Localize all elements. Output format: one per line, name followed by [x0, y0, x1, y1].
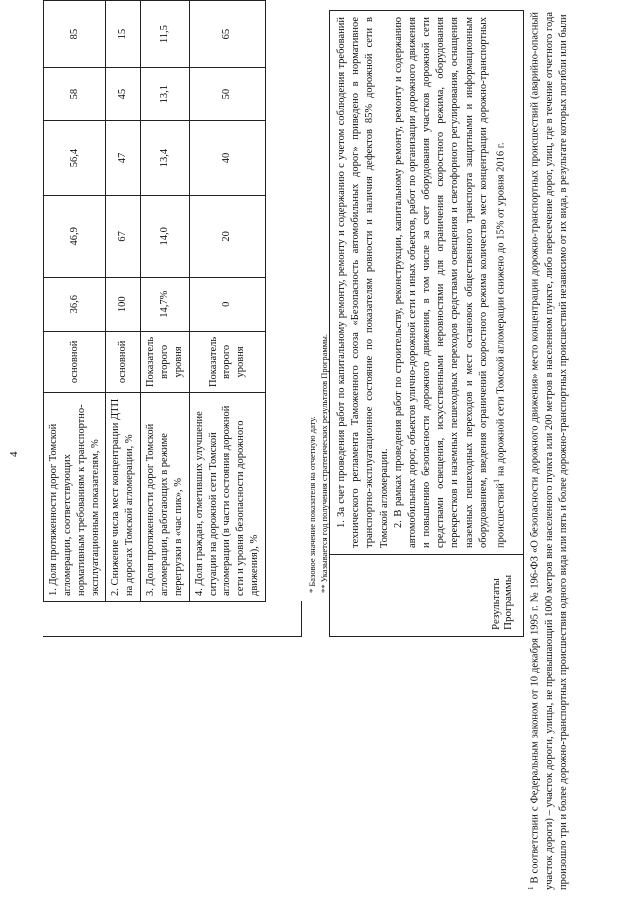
- footnote-text: В соответствии с Федеральным законом от 10 декабря 1995 г. № 196-ФЗ «О безопасности дорожного движения» место концентрации дорожно-транспортных происшествий (аварийно-опасный участок дороги) – участок дороги, улицы, не превышающий 1000 метров вне населенного пункта или 200 метров в населенном пункте, либо пересечение дорог, улиц, где в течение отчетного года произошло три и более дорожно-транспортных происшествия одного вида или пять и более дорожно-транспортных происшествий независимо от их вида, в результате которых погибли или были: [529, 11, 569, 890]
- indicator-value: 50: [189, 68, 265, 121]
- results-text: [330, 11, 523, 554]
- results-paragraph-2-text: 2. В рамках проведения работ по строительству, реконструкции, капитальному ремонту, ремонту и содержанию автомобильных дорог, объектов улично-дорожной сети и иных объектов, работ по организации дорожного движения и повышению безопасности дорожного движения, в том числе за счет оборудования участков дорожной сети средствами освещения, искусственными неровностями для ограничения скоростного режима, оборудования перекрестков и наземных пешеходных переходов средствами освещения и светофорного регулирования, оснащения наземных пешеходных переходов и мест остановок общественного транспорта защитными и информационным оборудованием, введения ограничений скоростного режима количество мест концентрации дорожно-транспортных происшествий: [392, 17, 507, 548]
- indicator-value: 14,7%: [141, 277, 190, 331]
- note-result-year: ** Указывается год получения стратегических результатов Программы.: [318, 334, 329, 593]
- indicator-value: 13,1: [141, 68, 190, 121]
- table-row: [106, 1, 141, 602]
- footnote-mark: 1: [527, 886, 535, 890]
- indicator-value: 65: [189, 1, 265, 68]
- results-label: Результаты Программы: [330, 554, 523, 636]
- indicator-value: 20: [189, 195, 265, 277]
- indicator-type: основной: [44, 331, 106, 392]
- program-results-section: [329, 10, 524, 637]
- results-paragraph-2: [392, 17, 509, 548]
- indicator-value: 56,4: [44, 121, 106, 196]
- page-number: 4: [8, 451, 20, 457]
- indicator-value: 36,6: [44, 277, 106, 331]
- indicator-value: 15: [106, 1, 141, 68]
- table-notes: [307, 334, 331, 593]
- indicator-value: 13,4: [141, 121, 190, 196]
- indicator-value: 14,0: [141, 195, 190, 277]
- indicator-type: Показатель второго уровня: [189, 331, 265, 392]
- footnote-ref: 1: [490, 478, 501, 484]
- indicator-value: 67: [106, 195, 141, 277]
- table-row: [141, 1, 190, 602]
- table-row: [189, 1, 265, 602]
- indicator-value: 47: [106, 121, 141, 196]
- note-base-value: * Базовое значение показателя на отчетную дату.: [307, 416, 317, 593]
- indicator-value: 46,9: [44, 195, 106, 277]
- indicator-value: 0: [189, 277, 265, 331]
- footnote: [527, 12, 571, 890]
- results-paragraph-2-end: на дорожной сети Томской агломерации снижено до 15% от уровня 2016 г.: [495, 142, 507, 479]
- indicator-name: 4. Доля граждан, отметивших улучшение ситуации на дорожной сети Томской агломерации (в части состояния дорожной сети и уровня безопасности дорожного движения), %: [189, 393, 265, 602]
- indicator-name: 2. Снижение числа мест концентрации ДТП на дорогах Томской агломерации, %: [106, 393, 141, 602]
- indicator-type: основной: [106, 331, 141, 392]
- indicators-table: [43, 0, 266, 602]
- indicator-value: 100: [106, 277, 141, 331]
- results-paragraph-1: 1. За счет проведения работ по капитальному ремонту, ремонту и содержанию с учетом соблюдения требований технического регламента Таможенного союза «Безопасность автомобильных дорог» приведено в нормативное транспортно-эксплуатационное состояние по показателям ровности и наличия дефектов 85% дорожной сети в Томской агломерации.: [336, 17, 390, 548]
- indicator-value: 45: [106, 68, 141, 121]
- indicator-name: 3. Доля протяженности дорог Томской агломерации, работающих в режиме перегрузки в «час пик», %: [141, 393, 190, 602]
- indicator-value: 11,5: [141, 1, 190, 68]
- indicator-type: Показатель второго уровня: [141, 331, 190, 392]
- indicator-value: 40: [189, 121, 265, 196]
- indicator-value: 85: [44, 1, 106, 68]
- indicator-value: 58: [44, 68, 106, 121]
- table-label-column: [43, 601, 302, 637]
- table-row: [44, 1, 106, 602]
- indicator-name: 1. Доля протяженности дорог Томской агломерации, соответствующих нормативным требованиям к транспортно-эксплуатационным показателям, %: [44, 393, 106, 602]
